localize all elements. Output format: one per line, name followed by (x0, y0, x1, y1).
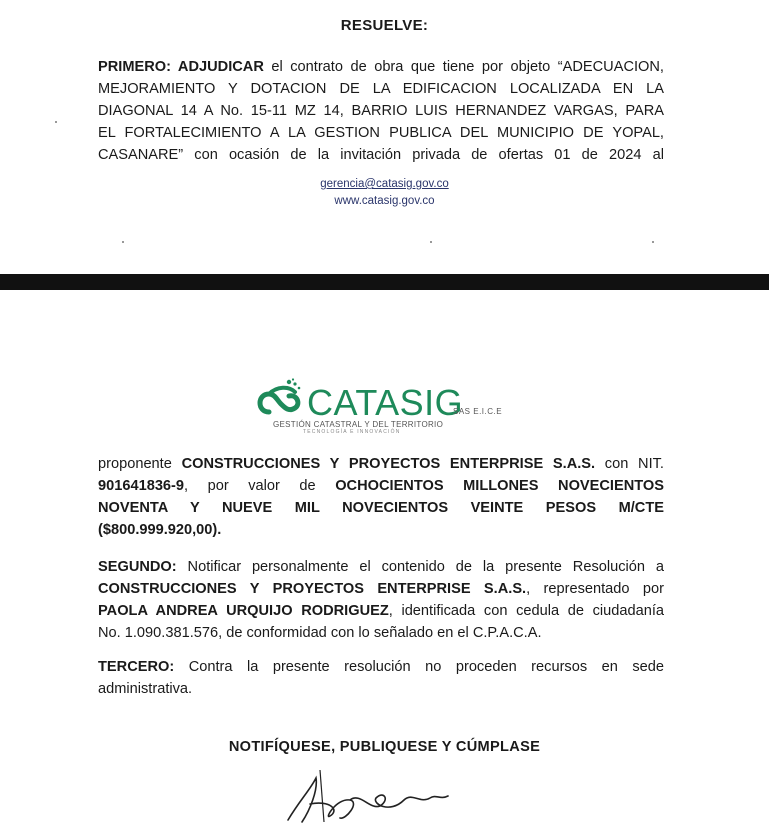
scan-speck (55, 121, 57, 123)
catasig-logo (255, 378, 515, 438)
logo-tagline: GESTIÓN CATASTRAL Y DEL TERRITORIO (273, 420, 444, 429)
resuelve-heading: RESUELVE: (340, 17, 429, 34)
logo-wordmark: CATASIG (307, 382, 464, 423)
contact-footer (0, 176, 769, 210)
contact-email[interactable]: gerencia@catasig.gov.co (320, 178, 449, 190)
logo-tagline-secondary: TECNOLOGÍA E INNOVACIÓN (303, 429, 401, 435)
primero-paragraph (98, 56, 664, 166)
primero-line-3: DIAGONAL 14 A No. 15-11 MZ 14, BARRIO LUIS HERNANDEZ VARGAS, PARA (98, 103, 664, 119)
tercero-line-2: administrativa. (98, 681, 193, 697)
tercero-label: TERCERO: (98, 659, 175, 675)
primero-line-1: PRIMERO: ADJUDICAR el contrato de obra que tiene por objeto “ADECUACION, (98, 59, 664, 75)
catasig-emblem-icon (255, 378, 307, 418)
segundo-line-2: CONSTRUCCIONES Y PROYECTOS ENTERPRISE S.A.S., representado por (98, 581, 664, 597)
primero-label: PRIMERO: ADJUDICAR (98, 59, 264, 75)
scan-speck (430, 241, 432, 243)
continuation-line-1: proponente CONSTRUCCIONES Y PROYECTOS ENTERPRISE S.A.S. con NIT. (98, 456, 664, 472)
segundo-line-3: PAOLA ANDREA URQUIJO RODRIGUEZ, identificada con cedula de ciudadanía (98, 603, 664, 619)
primero-line-4: EL FORTALECIMIENTO A LA GESTION PUBLICA DEL MUNICIPIO DE YOPAL, (98, 125, 664, 141)
continuation-line-4: ($800.999.920,00). (98, 522, 222, 538)
handwritten-signature (280, 770, 480, 826)
primero-line-2: MEJORAMIENTO Y DOTACION DE LA EDIFICACION LOCALIZADA EN LA (98, 81, 664, 97)
primero-line-5: CASANARE” con ocasión de la invitación privada de ofertas 01 de 2024 al (98, 147, 664, 163)
logo-suffix: SAS E.I.C.E (453, 407, 503, 416)
segundo-line-1: SEGUNDO: Notificar personalmente el contenido de la presente Resolución a (98, 559, 664, 575)
segundo-label: SEGUNDO: (98, 559, 177, 575)
continuation-line-2: 901641836-9, por valor de OCHOCIENTOS MILLONES NOVECIENTOS (98, 478, 664, 494)
tercero-paragraph (98, 656, 664, 700)
continuation-paragraph (98, 453, 664, 541)
segundo-line-4: No. 1.090.381.576, de conformidad con lo señalado en el C.P.A.C.A. (98, 625, 542, 641)
contact-website[interactable]: www.catasig.gov.co (334, 195, 435, 207)
tercero-line-1: TERCERO: Contra la presente resolución no proceden recursos en sede (98, 659, 664, 675)
page-separator (0, 274, 769, 290)
segundo-paragraph (98, 556, 664, 644)
document-page-bottom (0, 290, 769, 826)
closing-statement: NOTIFÍQUESE, PUBLIQUESE Y CÚMPLASE (228, 739, 541, 755)
document-page-top (0, 0, 769, 274)
scan-speck (122, 241, 124, 243)
scan-speck (652, 241, 654, 243)
continuation-line-3: NOVENTA Y NUEVE MIL NOVECIENTOS VEINTE PESOS M/CTE (98, 500, 664, 516)
